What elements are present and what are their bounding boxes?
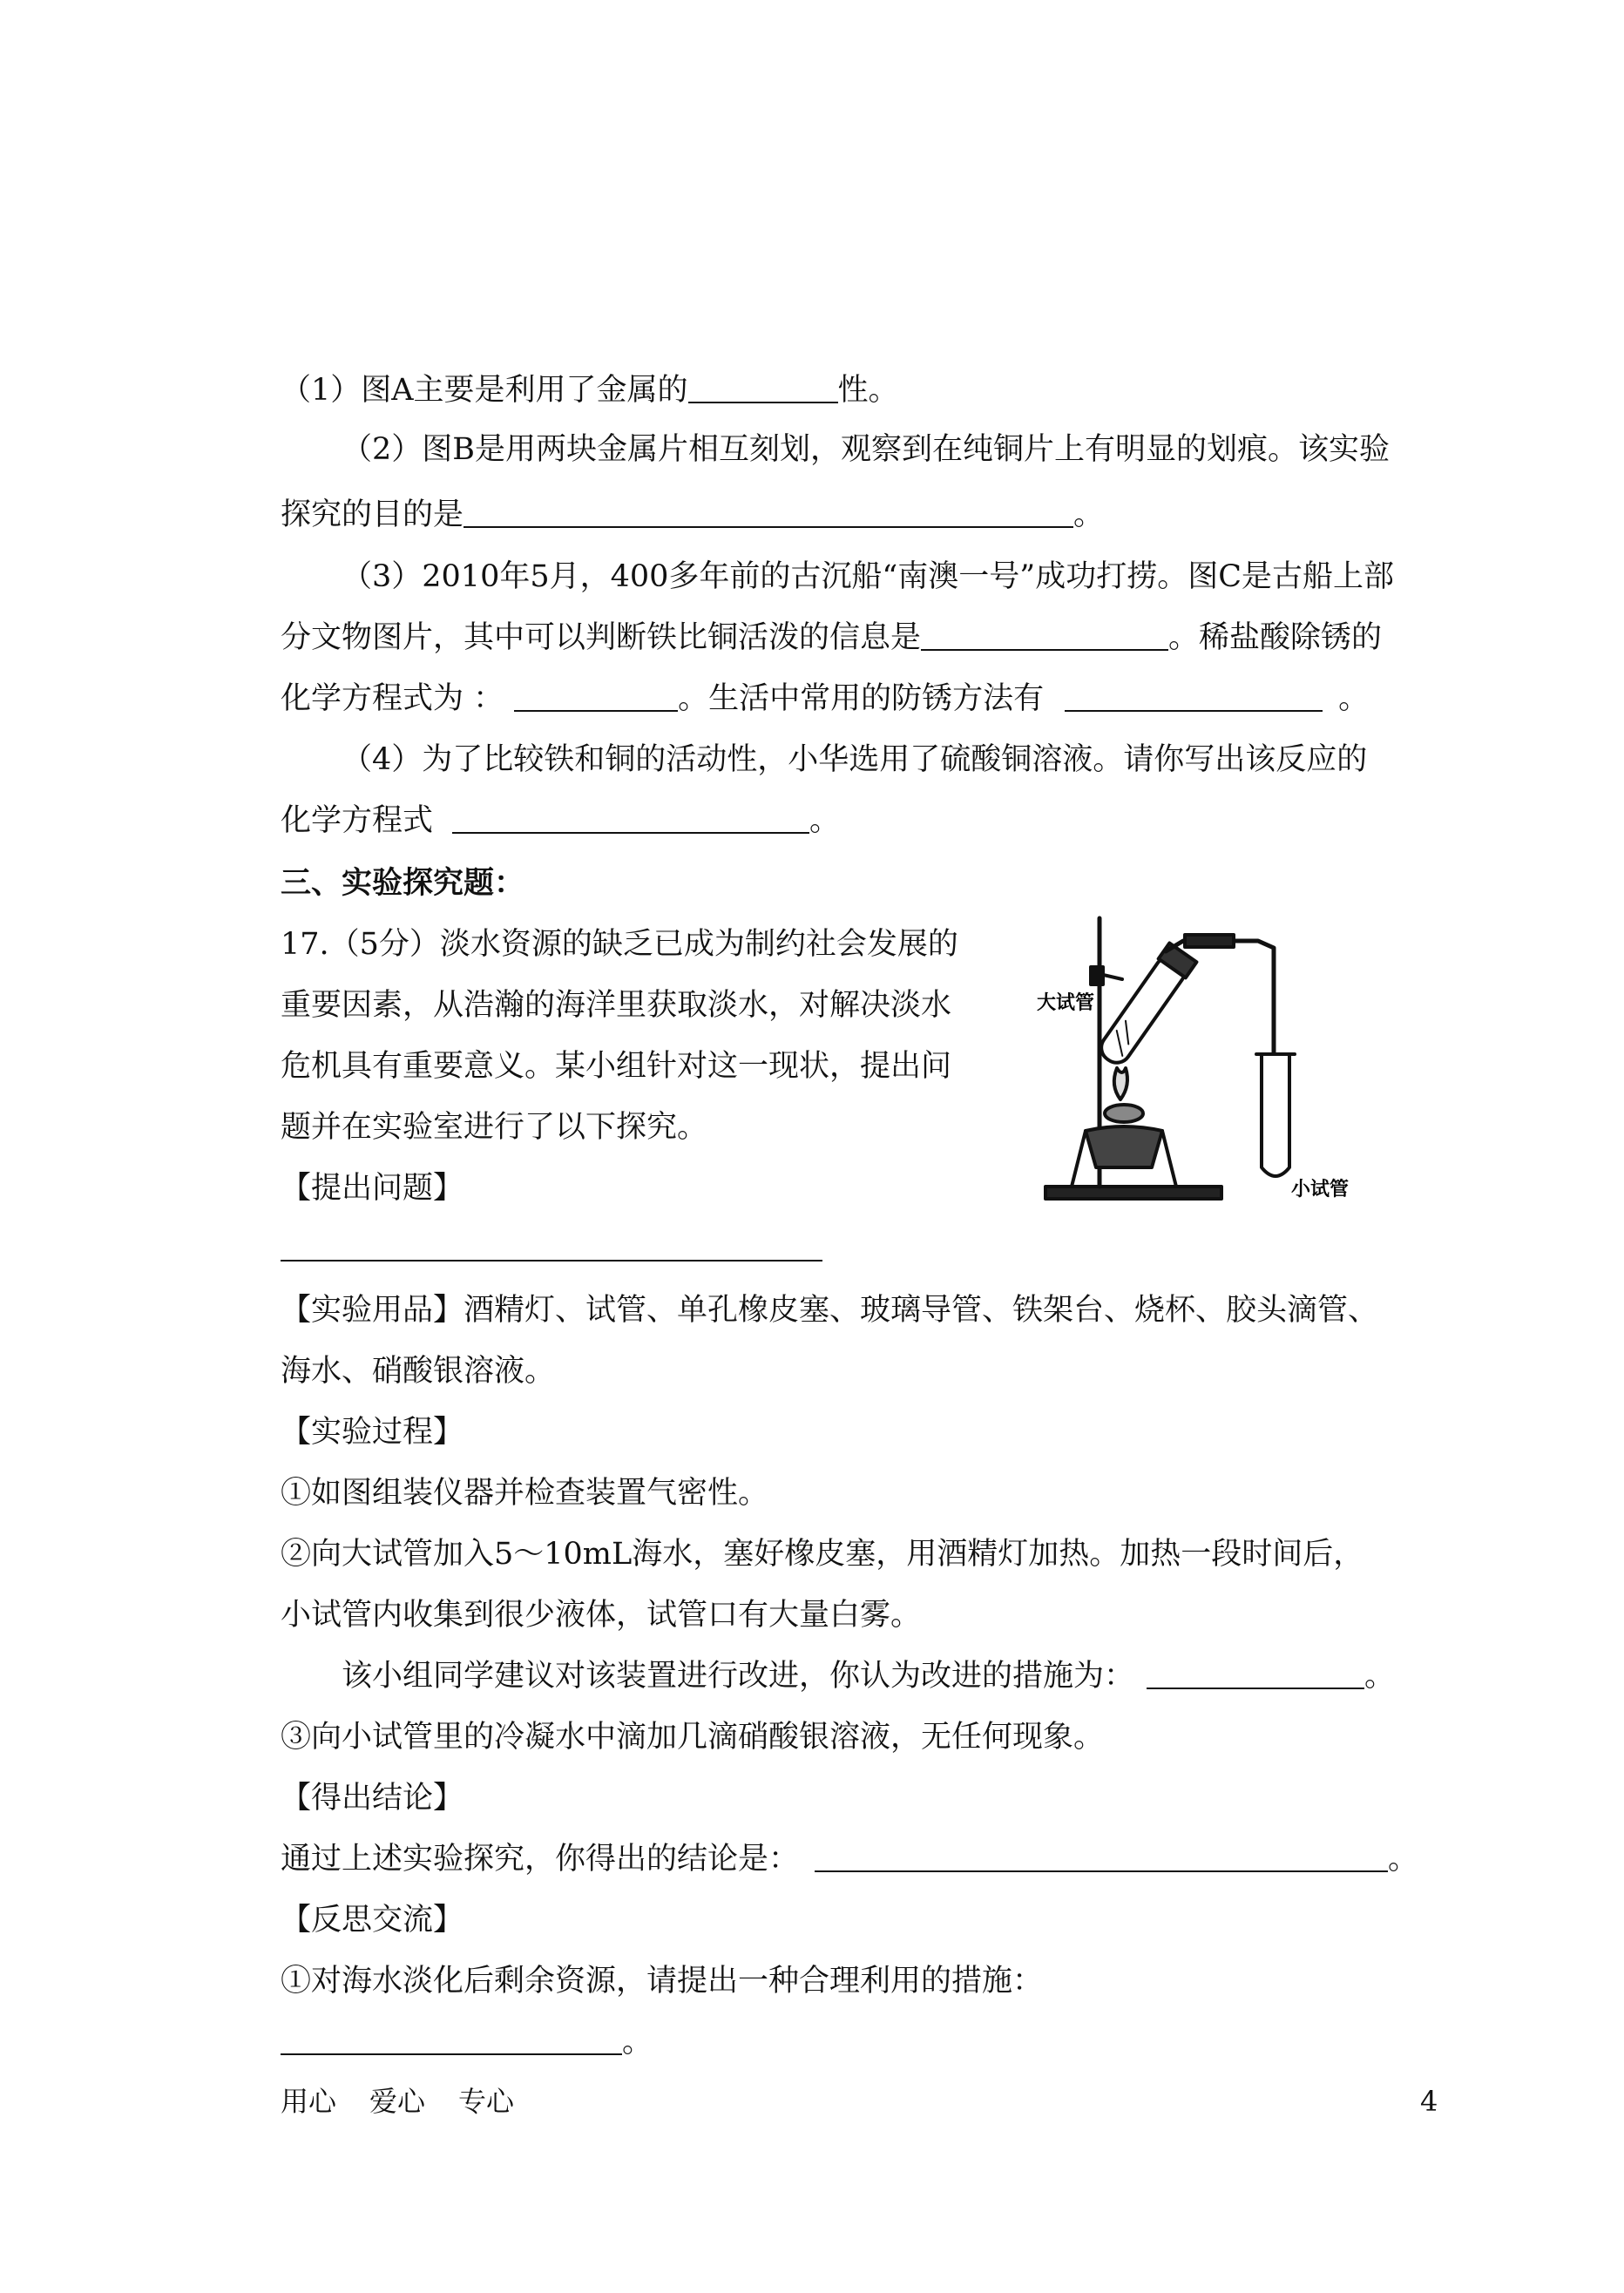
q1-suffix: 性。 (837, 373, 899, 408)
q2-answer-blank[interactable] (464, 497, 1073, 528)
reflection-heading: 【反思交流】 (281, 1903, 464, 1938)
q17-line-2: 重要因素，从浩瀚的海洋里获取淡水，对解决淡水 (281, 988, 952, 1023)
q2-period: 。 (1073, 497, 1105, 532)
reflection-answer-line (281, 2023, 653, 2061)
q4-line-2 (281, 802, 840, 840)
small-tube-label: 小试管 (1291, 1179, 1350, 1201)
q3-rust-label: 。生活中常用的防锈方法有 (678, 681, 1045, 716)
q3-equation-blank[interactable] (514, 680, 678, 712)
improvement-period: 。 (1364, 1659, 1396, 1694)
improvement-text: 该小组同学建议对该装置进行改进，你认为改进的措施为： (342, 1659, 1135, 1694)
reflection-question-1: ①对海水淡化后剩余资源，请提出一种合理利用的措施： (281, 1964, 1044, 1999)
footer-word-2: 爱心 (369, 2085, 426, 2118)
q17-line-1: 17.（5分）淡水资源的缺乏已成为制约社会发展的 (281, 927, 958, 962)
q2-text: 探究的目的是 (281, 497, 464, 532)
q3-line-2 (281, 619, 1382, 657)
step-1: ①如图组装仪器并检查装置气密性。 (281, 1476, 769, 1511)
reflection-blank[interactable] (281, 2024, 622, 2055)
q17-line-4: 题并在实验室进行了以下探究。 (281, 1110, 708, 1145)
conclusion-text: 通过上述实验探究，你得出的结论是： (281, 1842, 800, 1877)
conclusion-line (281, 1840, 1418, 1878)
step-2-line-2: 小试管内收集到很少液体，试管口有大量白雾。 (281, 1598, 922, 1633)
q3-text-a: 分文物图片，其中可以判断铁比铜活泼的信息是 (281, 620, 922, 655)
q2-line-1: （2）图B是用两块金属片相互刻划，观察到在纯铜片上有明显的划痕。该实验 (342, 432, 1390, 467)
q3-period: 。 (1338, 681, 1370, 716)
step-3: ③向小试管里的冷凝水中滴加几滴硝酸银溶液，无任何现象。 (281, 1720, 1105, 1755)
q1-text: （1）图A主要是利用了金属的 (281, 373, 688, 408)
distillation-apparatus-figure (1037, 906, 1385, 1220)
propose-question-blank[interactable] (281, 1260, 822, 1261)
propose-question-heading: 【提出问题】 (281, 1171, 464, 1206)
q3-line-1: （3）2010年5月，400多年前的古沉船“南澳一号”成功打捞。图C是古船上部 (342, 559, 1394, 594)
footer-word-1: 用心 (281, 2085, 337, 2118)
page-number: 4 (1420, 2085, 1438, 2118)
q3-evidence-blank[interactable] (921, 619, 1168, 651)
q4-text: 化学方程式 (281, 803, 434, 838)
q3-equation-label: 化学方程式为 ： (281, 681, 504, 716)
materials-line-1: 【实验用品】酒精灯、试管、单孔橡皮塞、玻璃导管、铁架台、烧杯、胶头滴管、 (281, 1293, 1379, 1328)
footer-motto (281, 2084, 514, 2119)
conclusion-blank[interactable] (815, 1841, 1388, 1872)
q4-answer-blank[interactable] (452, 802, 809, 834)
q4-period: 。 (809, 803, 841, 838)
q1-answer-blank[interactable] (688, 372, 838, 403)
big-tube-label: 大试管 (1037, 992, 1095, 1014)
reflection-period: 。 (622, 2025, 653, 2060)
conclusion-period: 。 (1388, 1842, 1419, 1877)
q1-line (281, 371, 899, 409)
materials-line-2: 海水、硝酸银溶液。 (281, 1354, 556, 1389)
q3-text-b: 。稀盐酸除锈的 (1168, 620, 1383, 655)
footer-word-3: 专心 (458, 2085, 515, 2118)
step-2-line-1: ②向大试管加入5～10mL海水，塞好橡皮塞，用酒精灯加热。加热一段时间后， (281, 1537, 1364, 1572)
q17-line-3: 危机具有重要意义。某小组针对这一现状，提出问 (281, 1049, 952, 1084)
q3-rust-blank[interactable] (1065, 680, 1323, 712)
section-heading: 三、实验探究题： (281, 865, 525, 901)
q4-line-1: （4）为了比较铁和铜的活动性，小华选用了硫酸铜溶液。请你写出该反应的 (342, 742, 1368, 777)
conclusion-heading: 【得出结论】 (281, 1781, 464, 1816)
q3-line-3 (281, 680, 1369, 718)
q2-line-2 (281, 496, 1104, 534)
improvement-line (342, 1657, 1395, 1695)
process-heading: 【实验过程】 (281, 1415, 464, 1450)
improvement-blank[interactable] (1147, 1658, 1364, 1689)
